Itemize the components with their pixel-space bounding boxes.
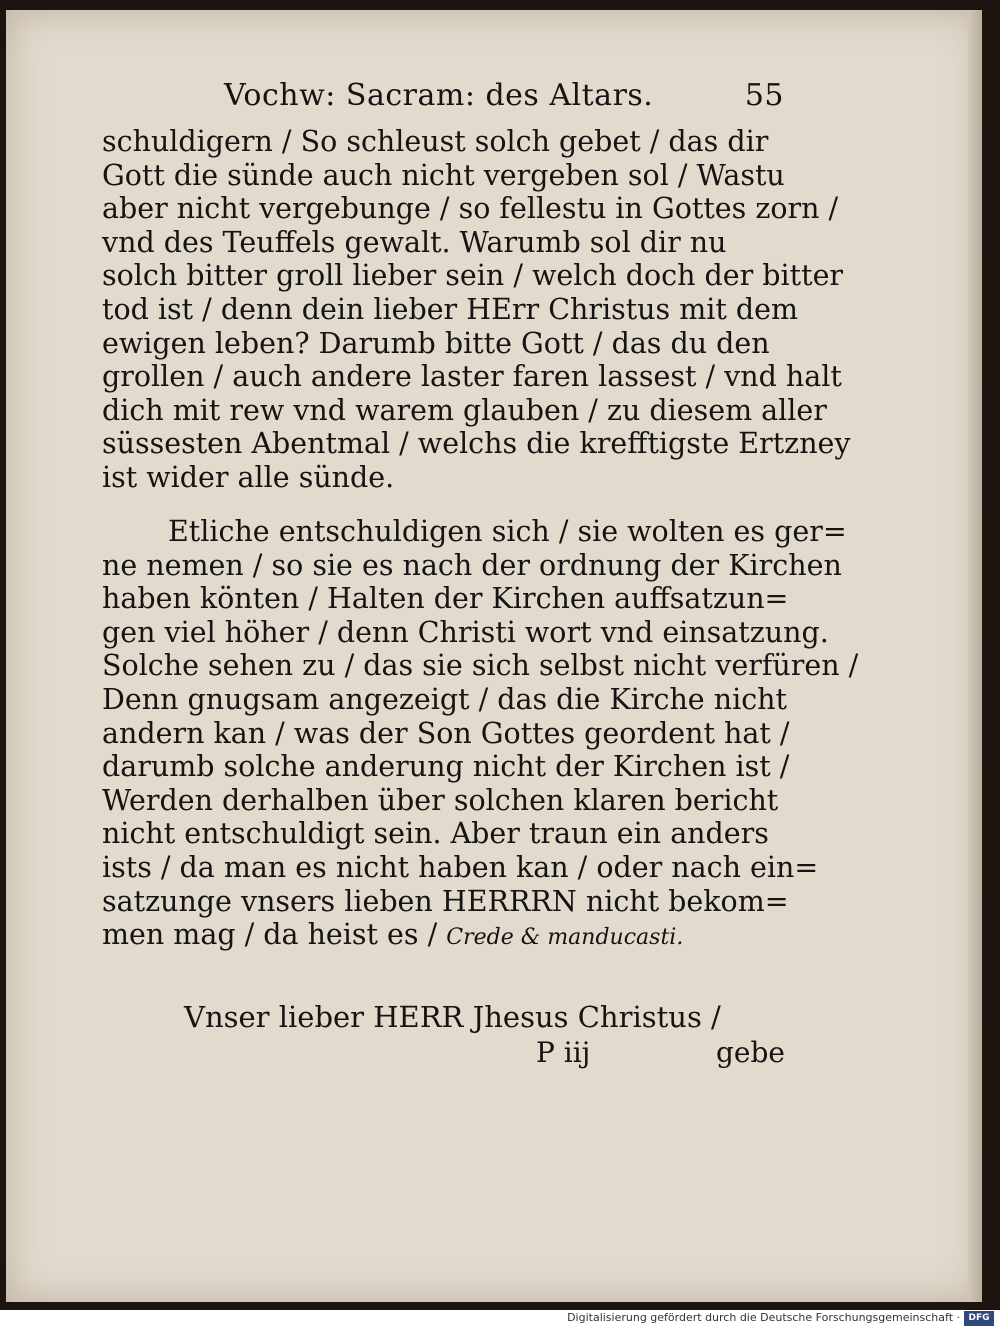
text-line: ists / da man es nicht haben kan / oder nach ein= — [102, 850, 819, 884]
text-line: haben könten / Halten der Kirchen auffsatzun= — [102, 582, 789, 616]
text-line: andern kan / was der Son Gottes geordent hat / — [102, 716, 790, 750]
text-line-last — [102, 918, 782, 952]
text-line: Etliche entschuldigen sich / sie wolten es ger= — [168, 515, 847, 548]
running-title: Vochw: Sacram: des Altars. — [224, 78, 654, 113]
text-line: ist wider alle sünde. — [102, 460, 395, 494]
latin-phrase: Crede & manducasti. — [446, 925, 684, 951]
signature-mark: P iij — [536, 1036, 591, 1069]
footer-bar — [0, 1310, 1000, 1328]
text-line: süssesten Abentmal / welchs die krefftigste Ertzney — [102, 427, 851, 461]
dfg-logo-badge: DFG — [964, 1311, 994, 1326]
running-header — [224, 78, 784, 113]
custos-word: gebe — [716, 1036, 785, 1069]
text-line: ewigen leben? Darumb bitte Gott / das du den — [102, 326, 770, 360]
page-edge — [968, 10, 982, 1302]
text-line: gen viel höher / denn Christi wort vnd einsatzung. — [102, 615, 829, 649]
text-line: ne nemen / so sie es nach der ordnung der Kirchen — [102, 548, 842, 582]
text-line: darumb solche anderung nicht der Kirchen ist / — [102, 750, 790, 784]
funding-credit: Digitalisierung gefördert durch die Deutsche Forschungsgemeinschaft · — [567, 1311, 960, 1324]
text-line: Werden derhalben über solchen klaren bericht — [102, 783, 779, 817]
text-line: Gott die sünde auch nicht vergeben sol / Wastu — [102, 158, 785, 192]
catchline: Vnser lieber HERR Jhesus Christus / — [184, 1000, 721, 1034]
text-line: vnd des Teuffels gewalt. Warumb sol dir nu — [102, 225, 727, 259]
text-line: Solche sehen zu / das sie sich selbst nicht verfüren / — [102, 649, 859, 683]
text-line: grollen / auch andere laster faren lassest / vnd halt — [102, 360, 842, 394]
text-line: dich mit rew vnd warem glauben / zu diesem aller — [102, 393, 827, 427]
text-line: solch bitter groll lieber sein / welch doch der bitter — [102, 259, 844, 293]
text-line: tod ist / denn dein lieber HErr Christus mit dem — [102, 292, 799, 326]
text-line: schuldigern / So schleust solch gebet / das dir — [102, 125, 769, 158]
page-number: 55 — [744, 78, 784, 113]
text-line: satzunge vnsers lieben HERRRN nicht bekom= — [102, 884, 789, 918]
last-line-text: men mag / da heist es / — [102, 918, 438, 952]
text-line: Denn gnugsam angezeigt / das die Kirche nicht — [102, 682, 787, 716]
text-line: nicht entschuldigt sein. Aber traun ein anders — [102, 817, 769, 851]
paragraph-2 — [102, 515, 859, 952]
text-line: aber nicht vergebunge / so fellestu in Gottes zorn / — [102, 192, 839, 226]
paragraph-1 — [102, 125, 851, 495]
